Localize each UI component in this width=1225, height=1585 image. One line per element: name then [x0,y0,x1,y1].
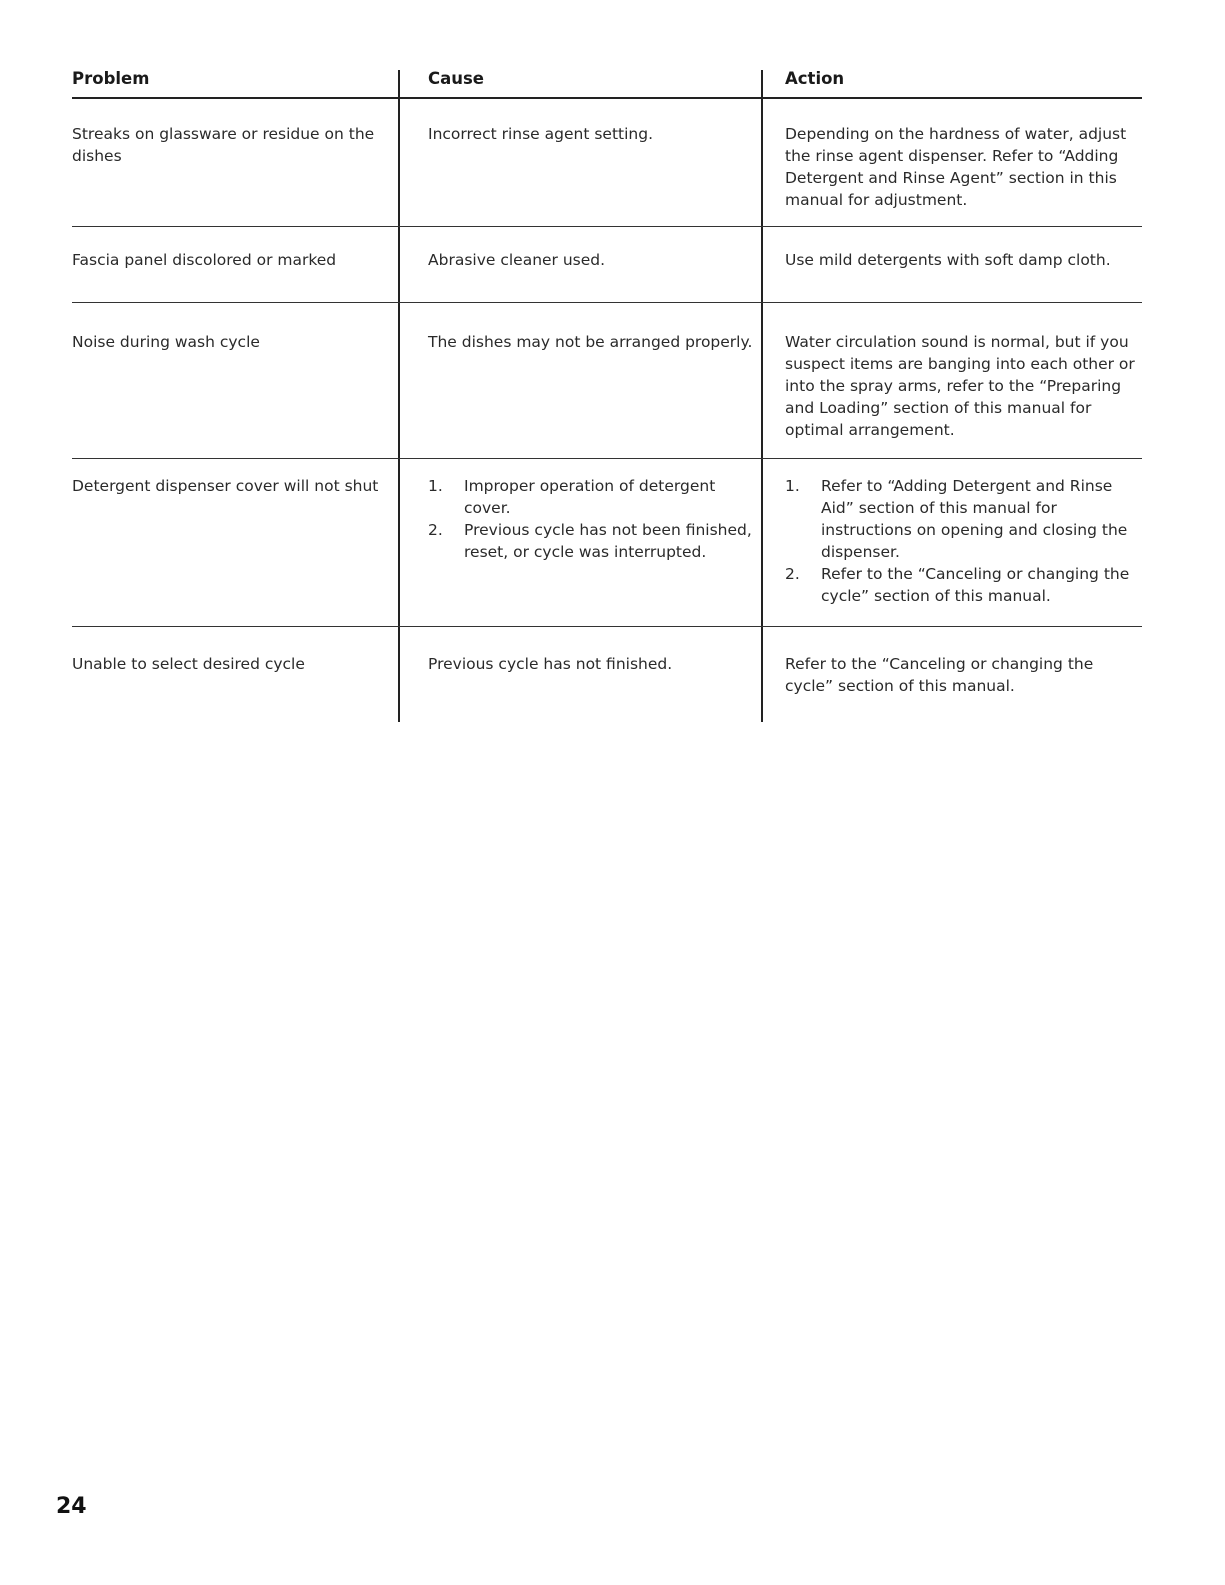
cause-list [428,475,758,563]
action-cell [785,653,1142,697]
list-item [785,563,1142,607]
action-text: Use mild detergents with soft damp cloth. [785,251,1111,269]
problem-cell [72,475,382,497]
cause-cell [428,475,758,563]
cause-text: Incorrect rinse agent setting. [428,125,653,143]
table-row [72,99,1142,227]
table-row [72,627,1142,725]
cause-text: The dishes may not be arranged properly. [428,333,753,351]
action-text: Depending on the hardness of water, adjust the rinse agent dispenser. Refer to “Adding Detergent and Rinse Agent” section in this manual for adjustment. [785,125,1127,209]
cause-cell [428,249,758,271]
cause-cell [428,653,758,675]
header-problem: Problem [72,69,150,88]
table-row [72,303,1142,459]
action-text: Water circulation sound is normal, but if you suspect items are banging into each other or into the spray arms, refer to the “Preparing and Loading” section of this manual for optimal arrangement. [785,333,1135,439]
list-text: Refer to “Adding Detergent and Rinse Aid” section of this manual for instructions on opening and closing the dispenser. [821,477,1128,561]
list-item [785,475,1142,563]
list-text: Previous cycle has not been finished, reset, or cycle was interrupted. [464,521,752,561]
problem-text: Noise during wash cycle [72,333,260,351]
list-number: 2. [785,565,800,583]
problem-cell [72,123,377,167]
cause-text: Previous cycle has not finished. [428,655,673,673]
header-action: Action [785,69,845,88]
action-cell [785,123,1142,211]
problem-text: Streaks on glassware or residue on the dishes [72,125,375,165]
action-text: Refer to the “Canceling or changing the cycle” section of this manual. [785,655,1094,695]
list-number: 2. [428,521,443,539]
cause-text: Abrasive cleaner used. [428,251,606,269]
list-number: 1. [785,477,800,495]
problem-cell [72,249,377,271]
list-text: Improper operation of detergent cover. [464,477,716,517]
list-number: 1. [428,477,443,495]
problem-text: Fascia panel discolored or marked [72,251,337,269]
list-item [428,475,758,519]
problem-text: Detergent dispenser cover will not shut [72,477,379,495]
action-list [785,475,1142,607]
table-row [72,459,1142,627]
action-cell [785,475,1142,607]
troubleshooting-table [72,66,1142,725]
page-number: 24 [56,1494,87,1519]
action-cell [785,249,1142,271]
problem-cell [72,331,377,353]
cause-cell [428,123,758,145]
action-cell [785,331,1142,441]
list-text: Refer to the “Canceling or changing the cycle” section of this manual. [821,565,1130,605]
problem-text: Unable to select desired cycle [72,655,305,673]
cause-cell [428,331,758,353]
table-header-row [72,66,1142,99]
problem-cell [72,653,377,675]
list-item [428,519,758,563]
header-cause: Cause [428,69,485,88]
table-row [72,227,1142,303]
